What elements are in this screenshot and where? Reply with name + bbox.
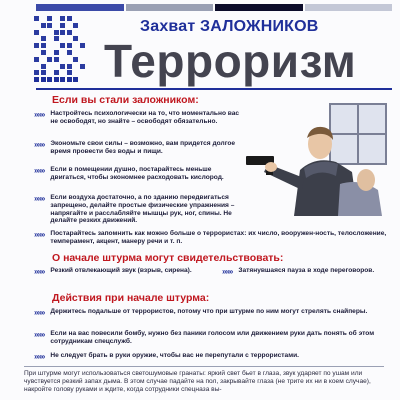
list-item: »»» Настройтесь психологически на то, что моментально вас не освободят, но знайте – освободят обязательно. (34, 110, 240, 125)
list-item: »»» Затянувшаяся пауза в ходе переговоров. (222, 267, 375, 276)
pixel-mosaic-decoration (34, 16, 88, 84)
poster-subtitle: Захват ЗАЛОЖНИКОВ (140, 18, 319, 35)
arrow-bullet-icon: »»» (222, 267, 233, 276)
divider-line (36, 88, 392, 90)
list-item: »»» Не следует брать в руки оружие, чтобы вас не перепутали с террористами. (34, 352, 299, 361)
arrow-bullet-icon: »»» (34, 140, 45, 149)
list-item: »»» Постарайтесь запомнить как можно больше о террористах: их число, вооружен-ность, телосложение, темперамент, акцент, манеру речи и т. п. (34, 230, 387, 245)
list-item: »»» Держитесь подальше от террористов, потому что при штурме по ним могут стрелять снайперы. (34, 308, 368, 317)
footer-note: При штурме могут использоваться светошумовые гранаты: яркий свет бьет в глаза, звук ударяет по ушам или чувствуется резкий запах дыма. В этом случае падайте на пол, закрывайте глаза (не трите их ни в коем случае), накройте голову руками и ждите, когда сотрудники спецназа вы- (24, 370, 371, 393)
section-heading-assault-signs: О начале штурма могут свидетельствовать: (52, 252, 284, 264)
list-item: »»» Если в помещении душно, постарайтесь меньше двигаться, чтобы экономнее расходовать кислород. (34, 166, 224, 181)
list-item: »»» Экономьте свои силы – возможно, вам придется долгое время провести без воды и пищи. (34, 140, 236, 155)
list-item: »»» Резкий отвлекающий звук (взрыв, сирена). (34, 267, 192, 276)
gunman-with-hostage-illustration (240, 98, 390, 216)
arrow-bullet-icon: »»» (34, 267, 45, 276)
arrow-bullet-icon: »»» (34, 230, 45, 239)
arrow-bullet-icon: »»» (34, 308, 45, 317)
poster-title: Терроризм (104, 35, 357, 87)
arrow-bullet-icon: »»» (34, 352, 45, 361)
arrow-bullet-icon: »»» (34, 330, 45, 339)
footer-divider (24, 366, 384, 367)
top-color-strip (36, 4, 392, 11)
section-heading-assault-actions: Действия при начале штурма: (52, 292, 210, 304)
arrow-bullet-icon: »»» (34, 166, 45, 175)
arrow-bullet-icon: »»» (34, 110, 45, 119)
list-item: »»» Если воздуха достаточно, а по зданию передвигаться запрещено, делайте простые физические упражнения – напрягайте и расслабляйте мышцы рук, ног, спины. Не делайте резких движений. (34, 194, 235, 225)
section-heading-hostage: Если вы стали заложником: (52, 94, 199, 106)
arrow-bullet-icon: »»» (34, 194, 45, 203)
list-item: »»» Если на вас повесили бомбу, нужно без паники голосом или движением руки дать понять об этом сотрудникам спецслужб. (34, 330, 375, 345)
